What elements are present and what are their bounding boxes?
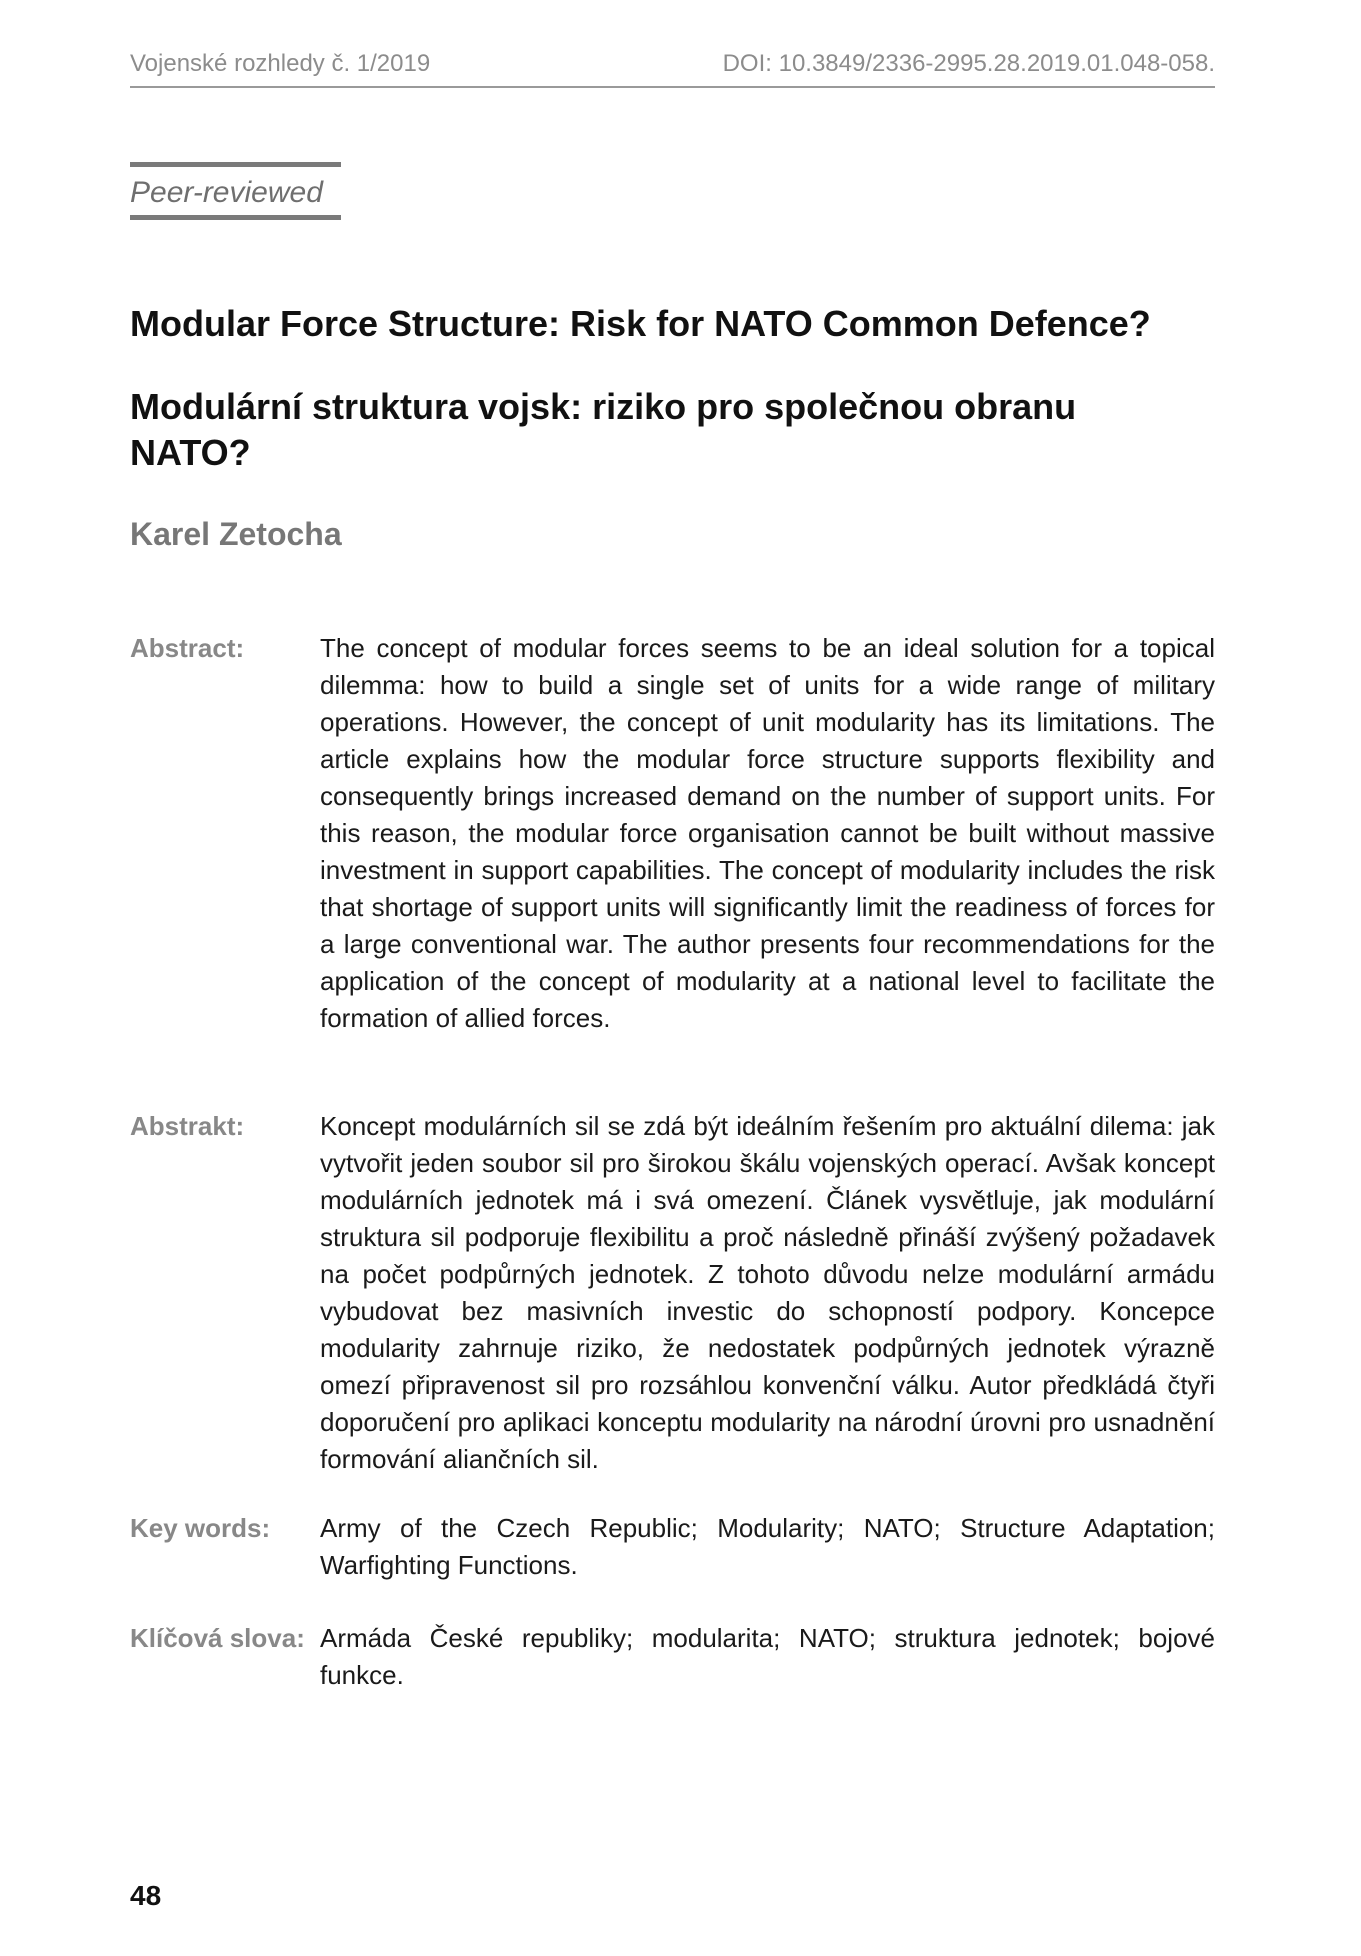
journal-issue: Vojenské rozhledy č. 1/2019 <box>130 50 431 77</box>
abstract-text: The concept of modular forces seems to be an ideal solution for a topical dilemma: how to build a single set of units for a wide range of military operations. However, the concept of unit modularity has its limitations. The article explains how the modular force structure supports flexibility and consequently brings increased demand on the number of support units. For this reason, the modular force organisation cannot be built without massive investment in support capabilities. The concept of modularity includes the risk that shortage of support units will significantly limit the readiness of forces for a large conventional war. The author presents four recommendations for the application of the concept of modularity at a national level to facilitate the formation of allied forces. <box>320 633 1215 1033</box>
page-number: 48 <box>130 1880 162 1911</box>
keywords-text: Army of the Czech Republic; Modularity; NATO; Structure Adaptation; Warfighting Functions. <box>320 1513 1215 1580</box>
title-czech: Modulární struktura vojsk: riziko pro společnou obranu NATO? <box>130 386 1077 473</box>
abstrakt-text: Koncept modulárních sil se zdá být ideálním řešením pro aktuální dilema: jak vytvořit jeden soubor sil pro širokou škálu vojenských operací. Avšak koncept modulárních jednotek má i svá omezení. Článek vysvětluje, jak modulární struktura sil podporuje flexibilitu a proč následně přináší zvýšený požadavek na počet podpůrných jednotek. Z tohoto důvodu nelze modulární armádu vybudovat bez masivních investic do schopností podpory. Koncepce modularity zahrnuje riziko, že nedostatek podpůrných jednotek výrazně omezí připravenost sil pro rozsáhlou konvenční válku. Autor předkládá čtyři doporučení pro aplikaci konceptu modularity na národní úrovni pro usnadnění formování aliančních sil. <box>320 1111 1215 1474</box>
doi: DOI: 10.3849/2336-2995.28.2019.01.048-058. <box>722 50 1215 77</box>
klicova-slova-label: Klíčová slova: <box>130 1623 305 1653</box>
running-header <box>130 46 1215 88</box>
abstrakt-label: Abstrakt: <box>130 1111 245 1141</box>
peer-reviewed-badge <box>130 162 341 220</box>
klicova-slova-text: Armáda České republiky; modularita; NATO; struktura jednotek; bojové funkce. <box>320 1623 1215 1690</box>
abstract-label: Abstract: <box>130 633 245 663</box>
keywords-label: Key words: <box>130 1513 271 1543</box>
peer-reviewed-label: Peer-reviewed <box>130 176 323 209</box>
author-name: Karel Zetocha <box>130 516 342 552</box>
title-english: Modular Force Structure: Risk for NATO Common Defence? <box>130 303 1151 344</box>
